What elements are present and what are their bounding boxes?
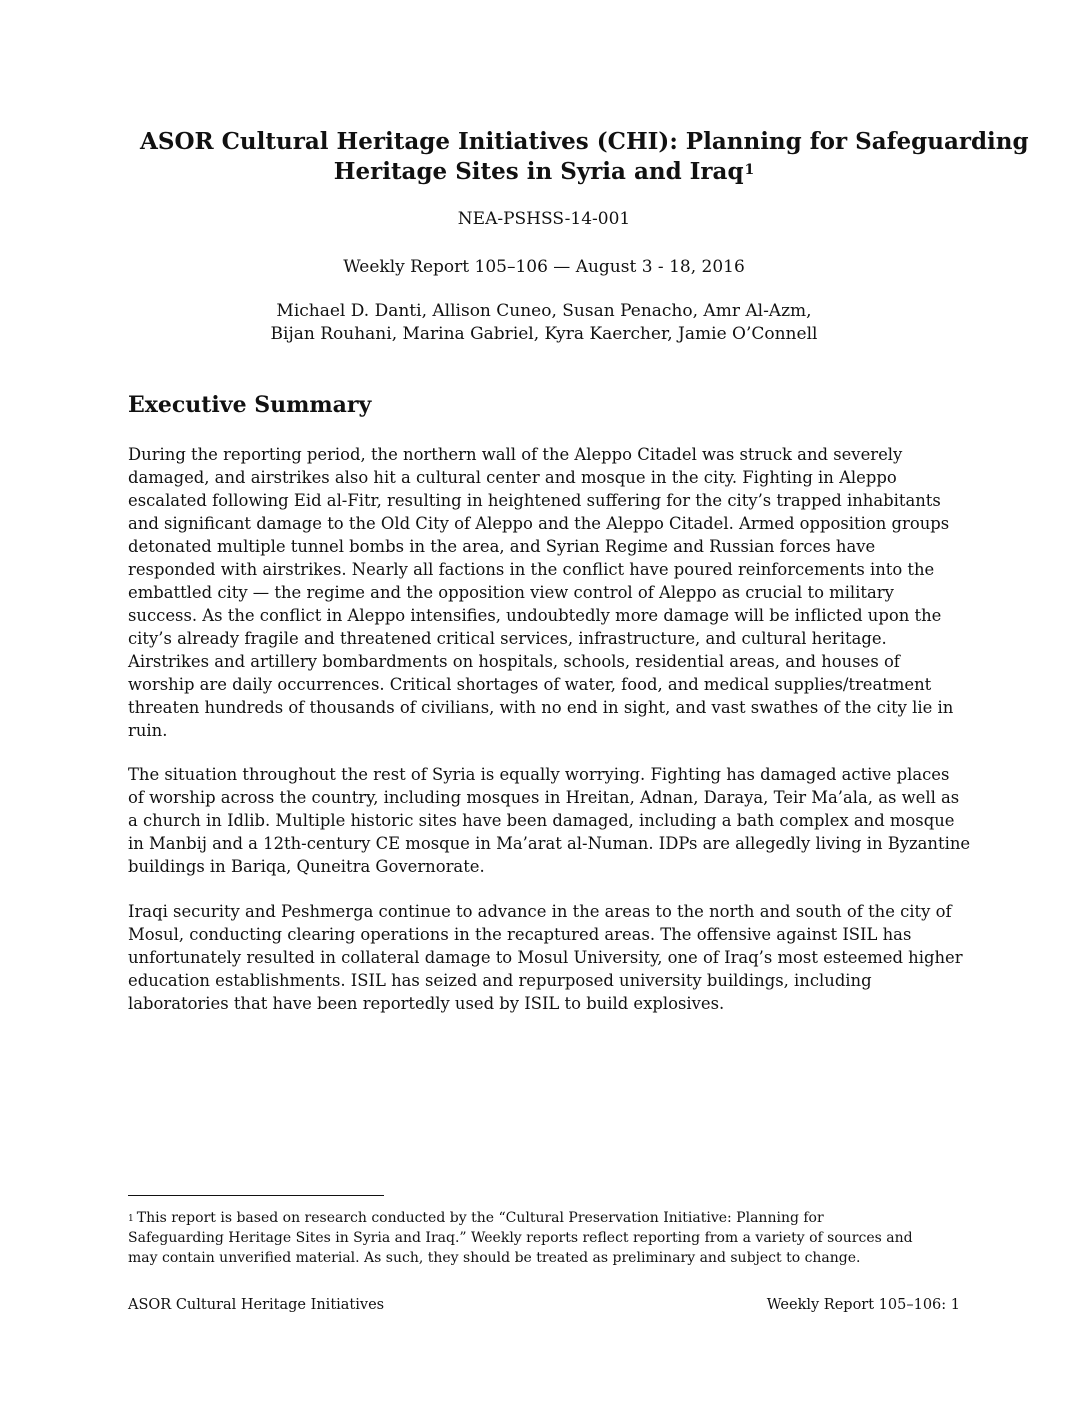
paragraph-line: embattled city — the regime and the opposition view control of Aleppo as crucial to military — [128, 583, 894, 602]
paragraph-line: and significant damage to the Old City of Aleppo and the Aleppo Citadel. Armed opposition groups — [128, 514, 950, 533]
paragraph-line: threaten hundreds of thousands of civilians, with no end in sight, and vast swathes of the city lie in — [128, 698, 954, 717]
paragraph-line: Airstrikes and artillery bombardments on hospitals, schools, residential areas, and houses of — [128, 652, 900, 671]
paragraph-line: in Manbij and a 12th-century CE mosque in Ma’arat al-Numan. IDPs are allegedly living in Byzantine — [128, 834, 971, 853]
paragraph-line: During the reporting period, the northern wall of the Aleppo Citadel was struck and severely — [128, 445, 903, 464]
grant-number: NEA-PSHSS-14-001 — [457, 209, 631, 229]
paragraph-line: detonated multiple tunnel bombs in the area, and Syrian Regime and Russian forces have — [128, 537, 876, 556]
footnote-marker: 1 — [128, 1214, 134, 1224]
summary-paragraph-2 — [128, 763, 971, 878]
summary-paragraph-3 — [128, 900, 961, 1015]
footnote-line-text: This report is based on research conducted by the “Cultural Preservation Initiative: Planning for — [136, 1210, 824, 1226]
paragraph-line: The situation throughout the rest of Syria is equally worrying. Fighting has damaged active places — [128, 765, 950, 784]
footnote-line: Safeguarding Heritage Sites in Syria and Iraq.” Weekly reports reflect reporting from a variety of sources and — [128, 1230, 913, 1246]
paragraph-line: education establishments. ISIL has seized and repurposed university buildings, including — [128, 971, 872, 990]
summary-paragraph-1 — [128, 443, 961, 742]
footnote-line: may contain unverified material. As such, they should be treated as preliminary and subject to change. — [128, 1250, 861, 1266]
paragraph-line: laboratories that have been reportedly used by ISIL to build explosives. — [128, 994, 725, 1013]
paragraph-line: of worship across the country, including mosques in Hreitan, Adnan, Daraya, Teir Ma’ala, as well as — [128, 788, 960, 807]
paragraph-line: buildings in Bariqa, Quneitra Governorate. — [128, 857, 485, 876]
paragraph-line: a church in Idlib. Multiple historic sites have been damaged, including a bath complex and mosque — [128, 811, 955, 830]
footer-organization: ASOR Cultural Heritage Initiatives — [128, 1297, 385, 1313]
footnote-line — [128, 1208, 968, 1228]
title-line-1: ASOR Cultural Heritage Initiatives (CHI): Planning for Safeguarding — [140, 128, 1029, 155]
title-line-2 — [140, 157, 948, 187]
footnote-separator — [128, 1195, 384, 1196]
section-heading-executive-summary: Executive Summary — [128, 392, 372, 418]
paragraph-line: responded with airstrikes. Nearly all factions in the conflict have poured reinforcements into the — [128, 560, 935, 579]
report-period: Weekly Report 105–106 — August 3 - 18, 2016 — [343, 257, 745, 277]
paragraph-line: unfortunately resulted in collateral damage to Mosul University, one of Iraq’s most esteemed higher — [128, 948, 963, 967]
paragraph-line: escalated following Eid al-Fitr, resulting in heightened suffering for the city’s trapped inhabitants — [128, 491, 941, 510]
paragraph-line: damaged, and airstrikes also hit a cultural center and mosque in the city. Fighting in Aleppo — [128, 468, 897, 487]
title-line-2-text: Heritage Sites in Syria and Iraq — [333, 158, 744, 185]
paragraph-line: Iraqi security and Peshmerga continue to advance in the areas to the north and south of the city of — [128, 902, 952, 921]
footnote — [128, 1208, 968, 1268]
paragraph-line: Mosul, conducting clearing operations in the recaptured areas. The offensive against ISIL has — [128, 925, 912, 944]
paragraph-line: worship are daily occurrences. Critical shortages of water, food, and medical supplies/treatment — [128, 675, 932, 694]
document-title — [140, 127, 1029, 187]
footer-page-number: Weekly Report 105–106: 1 — [766, 1297, 960, 1313]
authors-line-1: Michael D. Danti, Allison Cuneo, Susan Penacho, Amr Al-Azm, — [276, 301, 812, 321]
title-footnote-marker[interactable]: 1 — [744, 162, 755, 178]
paragraph-line: success. As the conflict in Aleppo intensifies, undoubtedly more damage will be inflicted upon the — [128, 606, 942, 625]
authors-line-2: Bijan Rouhani, Marina Gabriel, Kyra Kaercher, Jamie O’Connell — [270, 324, 818, 344]
paragraph-line: city’s already fragile and threatened critical services, infrastructure, and cultural heritage. — [128, 629, 887, 648]
paragraph-line: ruin. — [128, 721, 168, 740]
